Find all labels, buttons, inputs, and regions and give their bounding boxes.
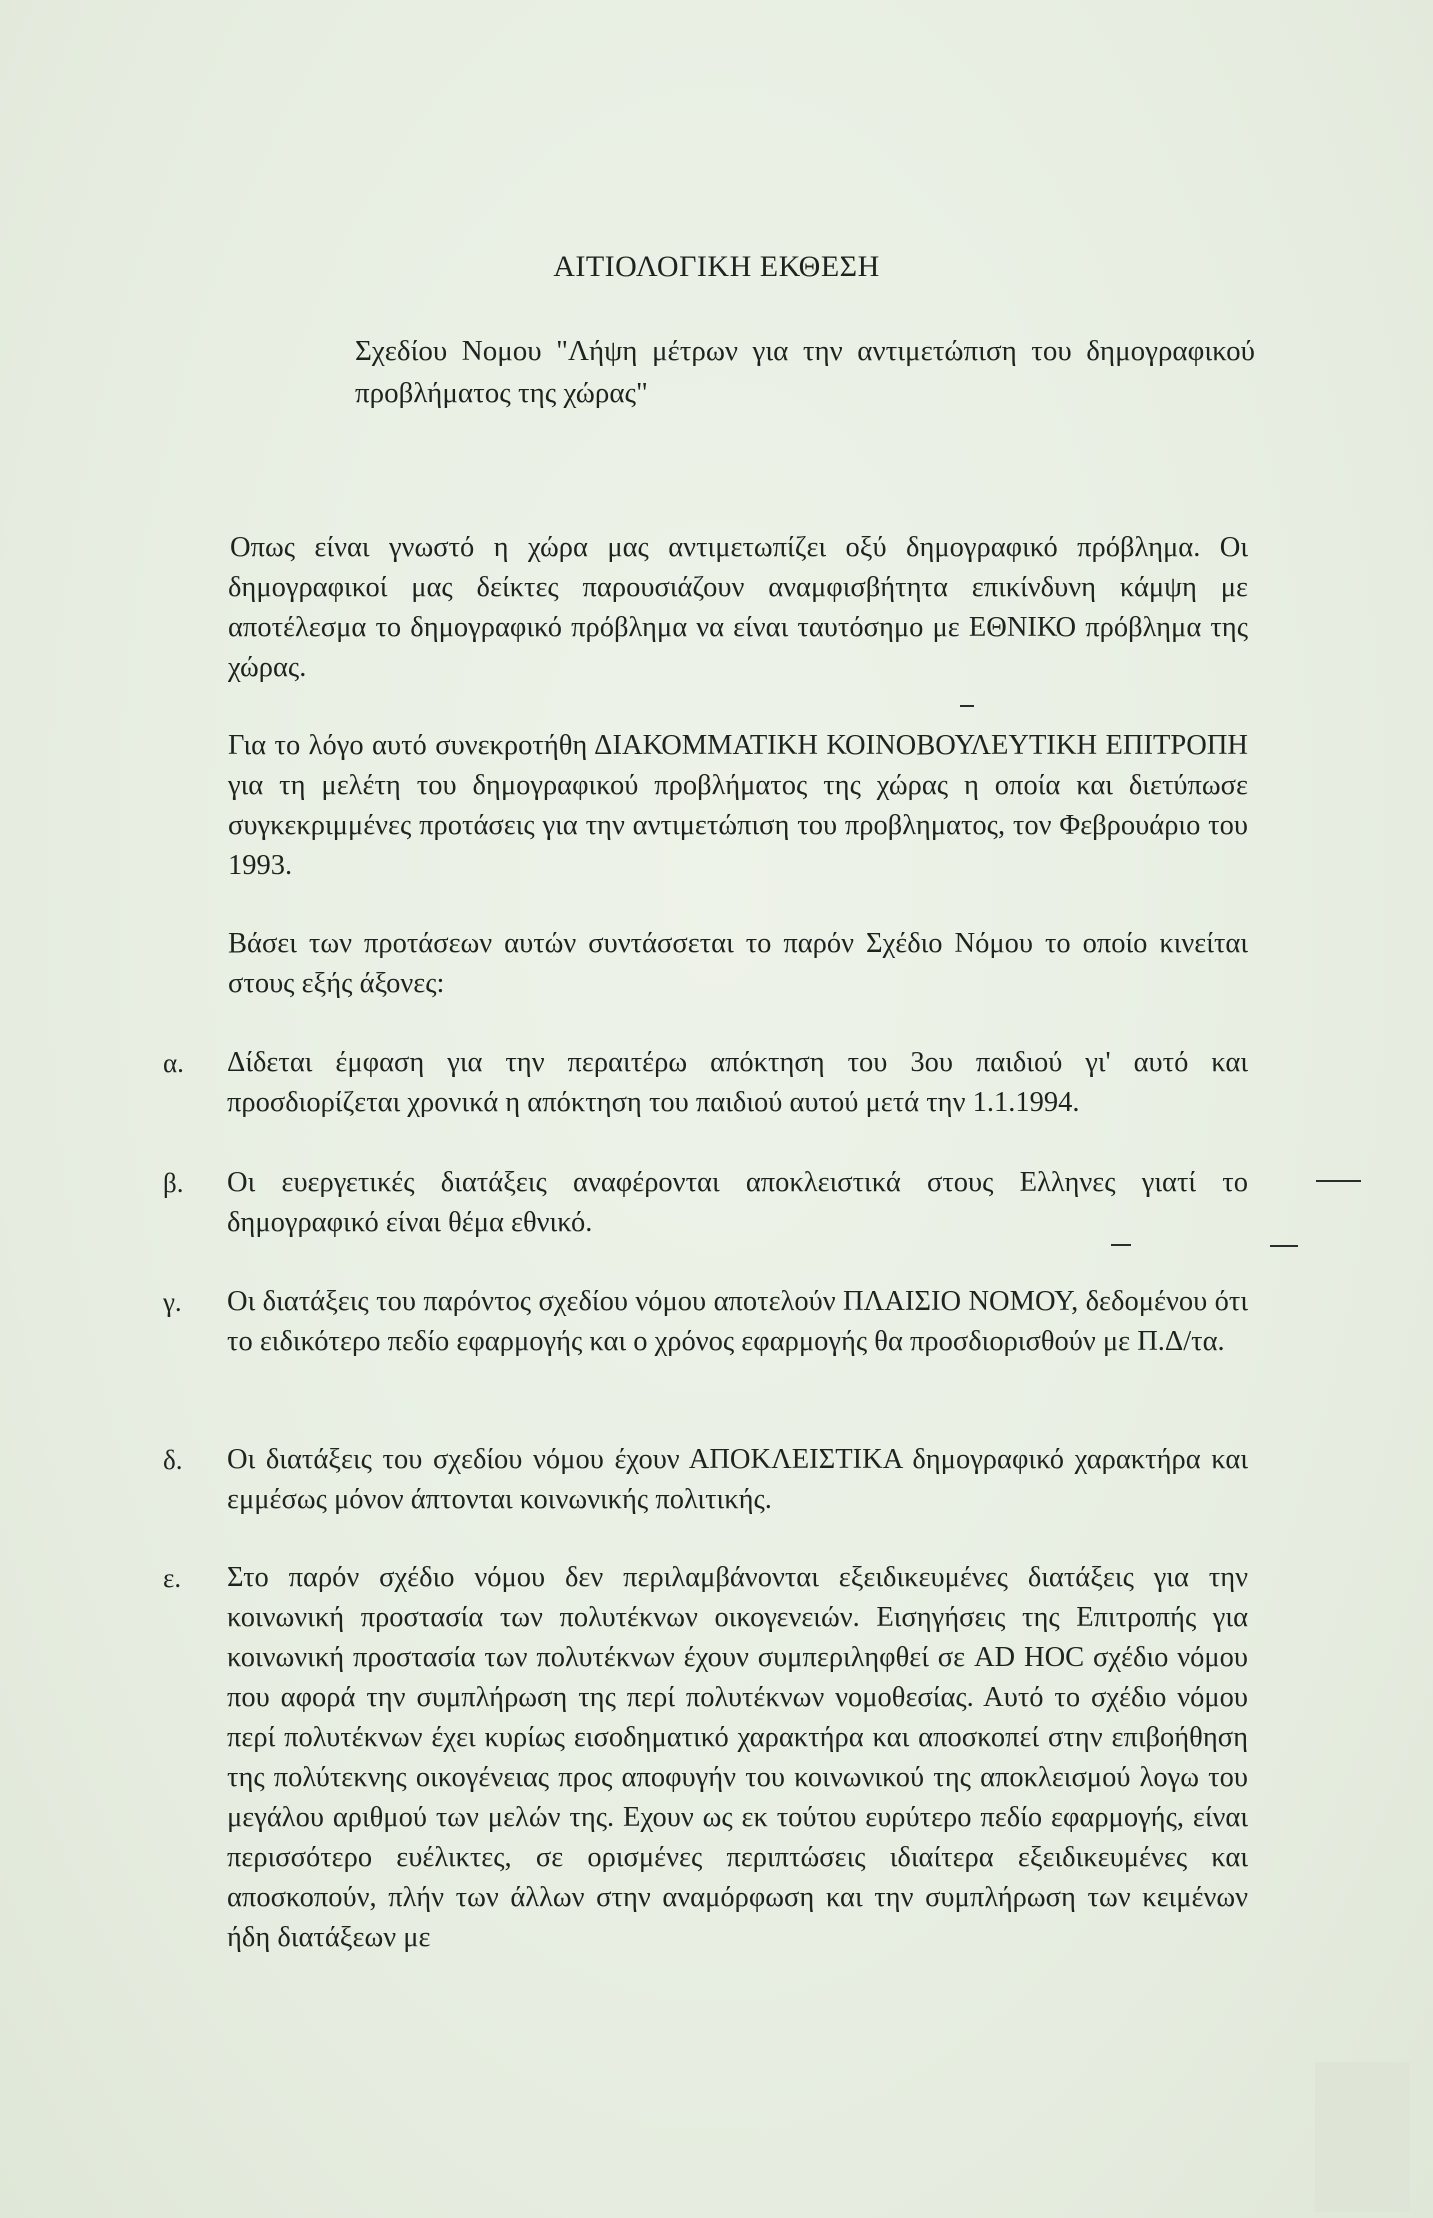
document-subtitle: Σχεδίου Νομου "Λήψη μέτρων για την αντιμετώπιση του δημογραφικού προβλήματος της χώρας" [355,335,1255,409]
margin-mark [1270,1245,1298,1247]
list-item-text: Οι ευεργετικές διατάξεις αναφέρονται αποκλειστικά στους Ελληνες γιατί το δημογραφικό είναι θέμα εθνικό. [227,1167,1248,1238]
list-marker: γ. [163,1287,182,1317]
document-title: ΑΙΤΙΟΛΟΓΙΚΗ ΕΚΘΕΣΗ [553,250,880,283]
margin-mark [1316,1180,1361,1182]
list-marker: β. [163,1168,184,1198]
list-marker: α. [163,1048,184,1078]
paragraph-1-text: Οπως είναι γνωστό η χώρα μας αντιμετωπίζει οξύ δημογραφικό πρόβλημα. Οι δημογραφικοί μας δείκτες παρουσιάζουν αναμφισβήτητα επικίνδυνη κάμψη με αποτέλεσμα το δημογραφικό πρόβλημα να είναι ταυτόσημο με ΕΘΝΙΚΟ πρόβλημα της χώρας. [228,532,1248,683]
paragraph-3-text: Βάσει των προτάσεων αυτών συντάσσεται το παρόν Σχέδιο Νόμου το οποίο κινείται στους εξής άξονες: [228,928,1248,999]
paragraph-2-text: Για το λόγο αυτό συνεκροτήθη ΔΙΑΚΟΜΜΑΤΙΚΗ ΚΟΙΝΟΒΟΥΛΕΥΤΙΚΗ ΕΠΙΤΡΟΠΗ για τη μελέτη του δημογραφικού προβλήματος της χώρας η οποία και διετύπωσε συγκεκριμμένες προτάσεις για την αντιμετώπιση του προβληματος, τον Φεβρουάριο του 1993. [228,730,1248,881]
scanner-shadow [1315,2062,1410,2212]
paragraph-1 [228,528,1248,688]
list-marker: δ. [163,1445,183,1475]
paragraph-3 [228,924,1248,1004]
list-item-text: Οι διατάξεις του παρόντος σχεδίου νόμου αποτελούν ΠΛΑΙΣΙΟ ΝΟΜΟΥ, δεδομένου ότι το ειδικότερο πεδίο εφαρμογής και ο χρόνος εφαρμογής θα προσδιορισθούν με Π.Δ/τα. [227,1286,1248,1357]
list-item-text: Δίδεται έμφαση για την περαιτέρω απόκτηση του 3ου παιδιού γι' αυτό και προσδιορίζεται χρονικά η απόκτηση του παιδιού αυτού μετά την 1.1.1994. [227,1047,1248,1118]
margin-mark [1111,1244,1131,1246]
list-item-text: Οι διατάξεις του σχεδίου νόμου έχουν ΑΠΟΚΛΕΙΣΤΙΚΑ δημογραφικό χαρακτήρα και εμμέσως μόνον άπτονται κοινωνικής πολιτικής. [227,1444,1248,1515]
list-item-text: Στο παρόν σχέδιο νόμου δεν περιλαμβάνονται εξειδικευμένες διατάξεις για την κοινωνική προστασία των πολυτέκνων οικογενειών. Εισηγήσεις της Επιτροπής για κοινωνική προστασία των πολυτέκνων έχουν συμπεριληφθεί σε AD HOC σχέδιο νόμου που αφορά την συμπλήρωση της περί πολυτέκνων νομοθεσίας. Αυτό το σχέδιο νόμου περί πολυτέκνων έχει κυρίως εισοδηματικό χαρακτήρα και αποσκοπεί στην επιβοήθηση της πολύτεκνης οικογένειας προς αποφυγήν του κοινωνικού της αποκλεισμού λογω του μεγάλου αριθμού των μελών της. Εχουν ως εκ τούτου ευρύτερο πεδίο εφαρμογής, είναι περισσότερο ευέλικτες, σε ορισμένες περιπτώσεις ιδιαίτερα εξειδικευμένες και αποσκοπούν, πλήν των άλλων στην αναμόρφωση και την συμπλήρωση των κειμένων ήδη διατάξεων με [227,1562,1248,1953]
margin-mark [960,705,974,707]
list-marker: ε. [163,1563,182,1593]
paragraph-2 [228,726,1248,886]
